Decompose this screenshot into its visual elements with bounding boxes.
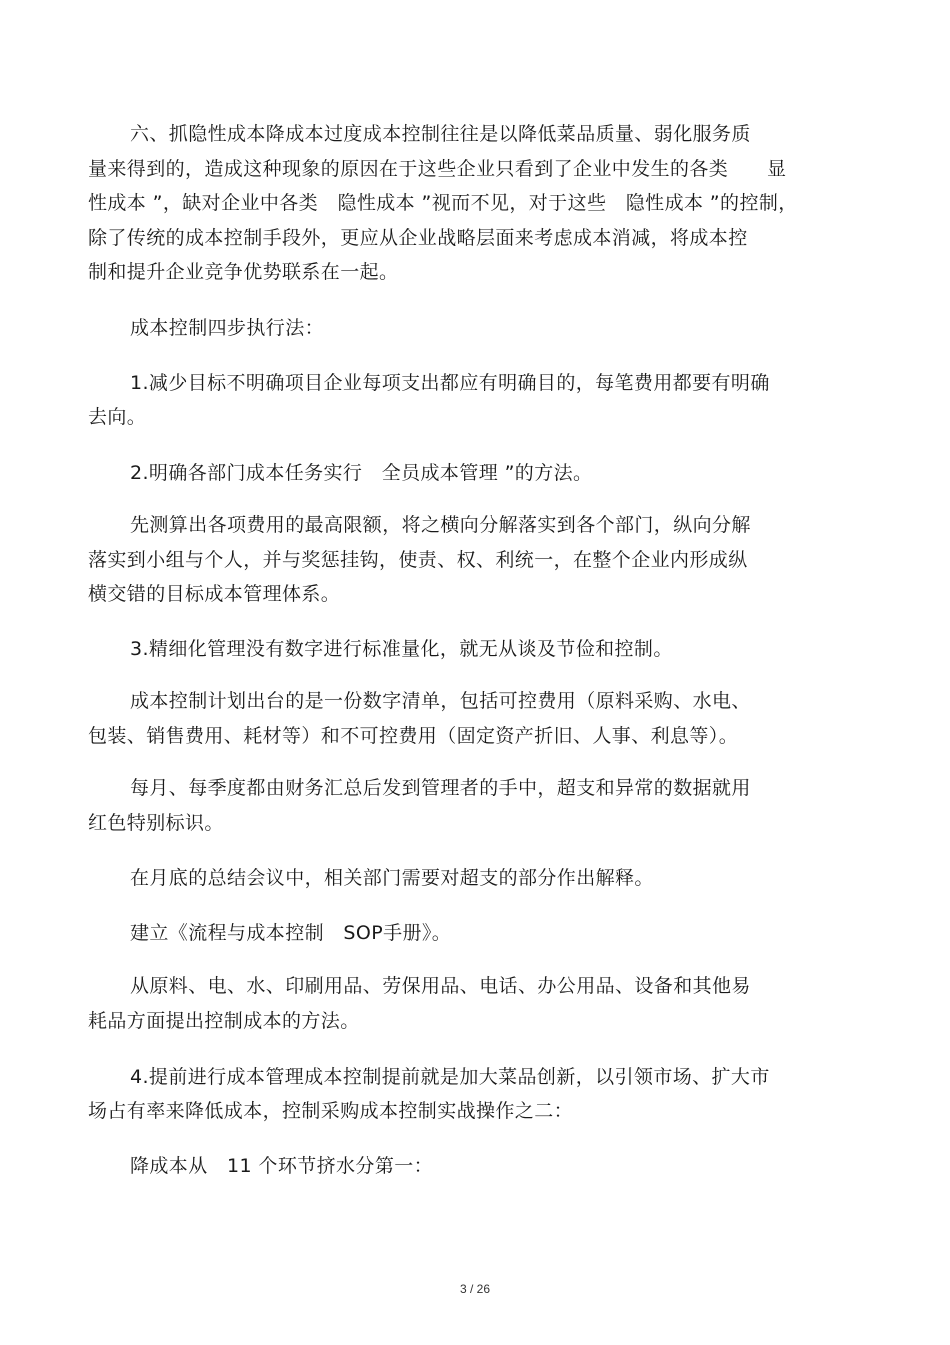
text-line: 去向。 — [88, 406, 147, 428]
text-line: 成本控制计划出台的是一份数字清单，包括可控费用（原料采购、水电、 — [130, 690, 751, 712]
text-line: 耗品方面提出控制成本的方法。 — [88, 1010, 360, 1032]
text-line: 成本控制四步执行法： — [130, 317, 325, 339]
text-line: 每月、每季度都由财务汇总后发到管理者的手中，超支和异常的数据就用 — [130, 777, 751, 799]
text-line: 在月底的总结会议中，相关部门需要对超支的部分作出解释。 — [130, 867, 654, 889]
text-line: 红色特别标识。 — [88, 812, 224, 834]
text-line: 2.明确各部门成本任务实行 全员成本管理 ”的方法。 — [130, 462, 593, 484]
page-number: 3 / 26 — [459, 1282, 491, 1296]
text-line: 4.提前进行成本管理成本控制提前就是加大菜品创新，以引领市场、扩大市 — [130, 1066, 770, 1088]
text-line: 六、抓隐性成本降成本过度成本控制往往是以降低菜品质量、弱化服务质 — [130, 123, 751, 145]
text-line: 降成本从 11 个环节挤水分第一： — [130, 1155, 434, 1177]
text-line: 建立《流程与成本控制 SOP手册》。 — [130, 922, 452, 944]
text-line: 除了传统的成本控制手段外，更应从企业战略层面来考虑成本消减，将成本控 — [88, 227, 748, 249]
text-line: 场占有率来降低成本，控制采购成本控制实战操作之二： — [88, 1100, 574, 1122]
text-line: 先测算出各项费用的最高限额，将之横向分解落实到各个部门，纵向分解 — [130, 514, 751, 536]
text-line: 1.减少目标不明确项目企业每项支出都应有明确目的，每笔费用都要有明确 — [130, 372, 770, 394]
text-line: 横交错的目标成本管理体系。 — [88, 583, 341, 605]
text-line: 包装、销售费用、耗材等）和不可控费用（固定资产折旧、人事、利息等）。 — [88, 725, 739, 747]
text-line: 3.精细化管理没有数字进行标准量化，就无从谈及节俭和控制。 — [130, 638, 673, 660]
text-line: 制和提升企业竞争优势联系在一起。 — [88, 261, 399, 283]
text-line: 量来得到的，造成这种现象的原因在于这些企业只看到了企业中发生的各类 显 — [88, 158, 787, 180]
text-line: 落实到小组与个人，并与奖惩挂钩，使责、权、利统一，在整个企业内形成纵 — [88, 549, 748, 571]
text-line: 从原料、电、水、印刷用品、劳保用品、电话、办公用品、设备和其他易 — [130, 975, 751, 997]
text-line: 性成本 ”，缺对企业中各类 隐性成本 ”视而不见，对于这些 隐性成本 ”的控制， — [88, 192, 798, 214]
